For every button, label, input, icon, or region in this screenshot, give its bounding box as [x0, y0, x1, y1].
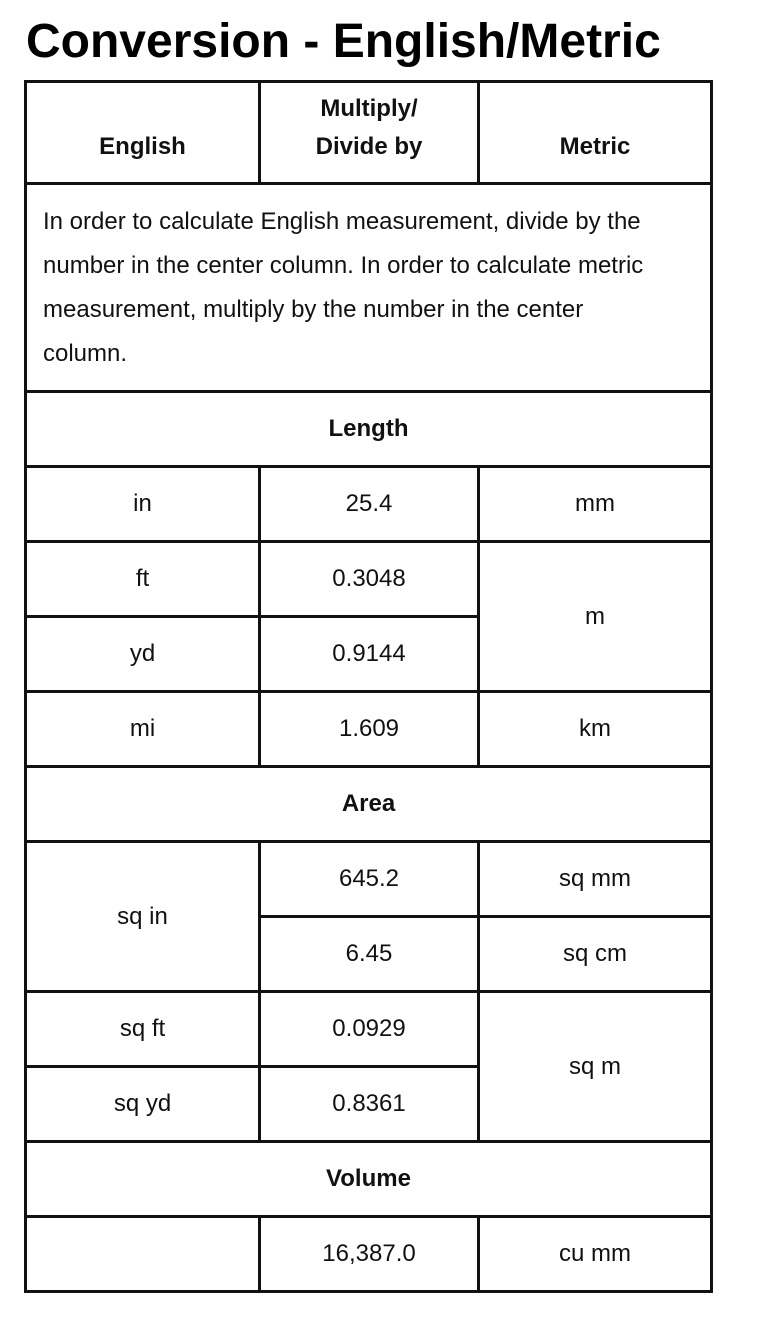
english-unit-cell: sq in [26, 842, 260, 992]
metric-unit-cell: sq mm [479, 842, 712, 917]
intro-row [26, 184, 712, 392]
factor-cell: 6.45 [260, 917, 479, 992]
factor-cell: 25.4 [260, 467, 479, 542]
factor-cell: 1.609 [260, 692, 479, 767]
column-header-english: English [26, 82, 260, 184]
table-row [26, 467, 712, 542]
english-unit-cell: in [26, 467, 260, 542]
intro-text: In order to calculate English measurement, divide by the number in the center column. In order to calculate metric measurement, multiply by the number in the center column. [26, 184, 712, 392]
table-row [26, 992, 712, 1067]
table-header-row [26, 82, 712, 184]
metric-unit-cell: cu mm [479, 1217, 712, 1292]
factor-cell: 16,387.0 [260, 1217, 479, 1292]
table-row [26, 542, 712, 617]
column-header-metric: Metric [479, 82, 712, 184]
section-title-area: Area [26, 767, 712, 842]
metric-unit-cell: mm [479, 467, 712, 542]
english-unit-cell: mi [26, 692, 260, 767]
metric-unit-cell: sq cm [479, 917, 712, 992]
english-unit-cell: sq ft [26, 992, 260, 1067]
table-row [26, 842, 712, 917]
table-row [26, 692, 712, 767]
factor-cell: 645.2 [260, 842, 479, 917]
column-header-factor-line2: Divide by [315, 133, 423, 160]
conversion-table [24, 80, 713, 1293]
english-unit-cell: sq yd [26, 1067, 260, 1142]
table-row [26, 1217, 712, 1292]
column-header-factor-line1: Multiply/ [320, 95, 418, 122]
metric-unit-cell: km [479, 692, 712, 767]
factor-cell: 0.0929 [260, 992, 479, 1067]
factor-cell: 0.9144 [260, 617, 479, 692]
factor-cell: 0.3048 [260, 542, 479, 617]
page-title: Conversion - English/Metric [26, 15, 661, 68]
section-row-volume [26, 1142, 712, 1217]
section-title-length: Length [26, 392, 712, 467]
section-row-length [26, 392, 712, 467]
metric-unit-cell: m [479, 542, 712, 692]
english-unit-cell [26, 1217, 260, 1292]
english-unit-cell: ft [26, 542, 260, 617]
section-row-area [26, 767, 712, 842]
section-title-volume: Volume [26, 1142, 712, 1217]
factor-cell: 0.8361 [260, 1067, 479, 1142]
column-header-factor [260, 82, 479, 184]
metric-unit-cell: sq m [479, 992, 712, 1142]
english-unit-cell: yd [26, 617, 260, 692]
